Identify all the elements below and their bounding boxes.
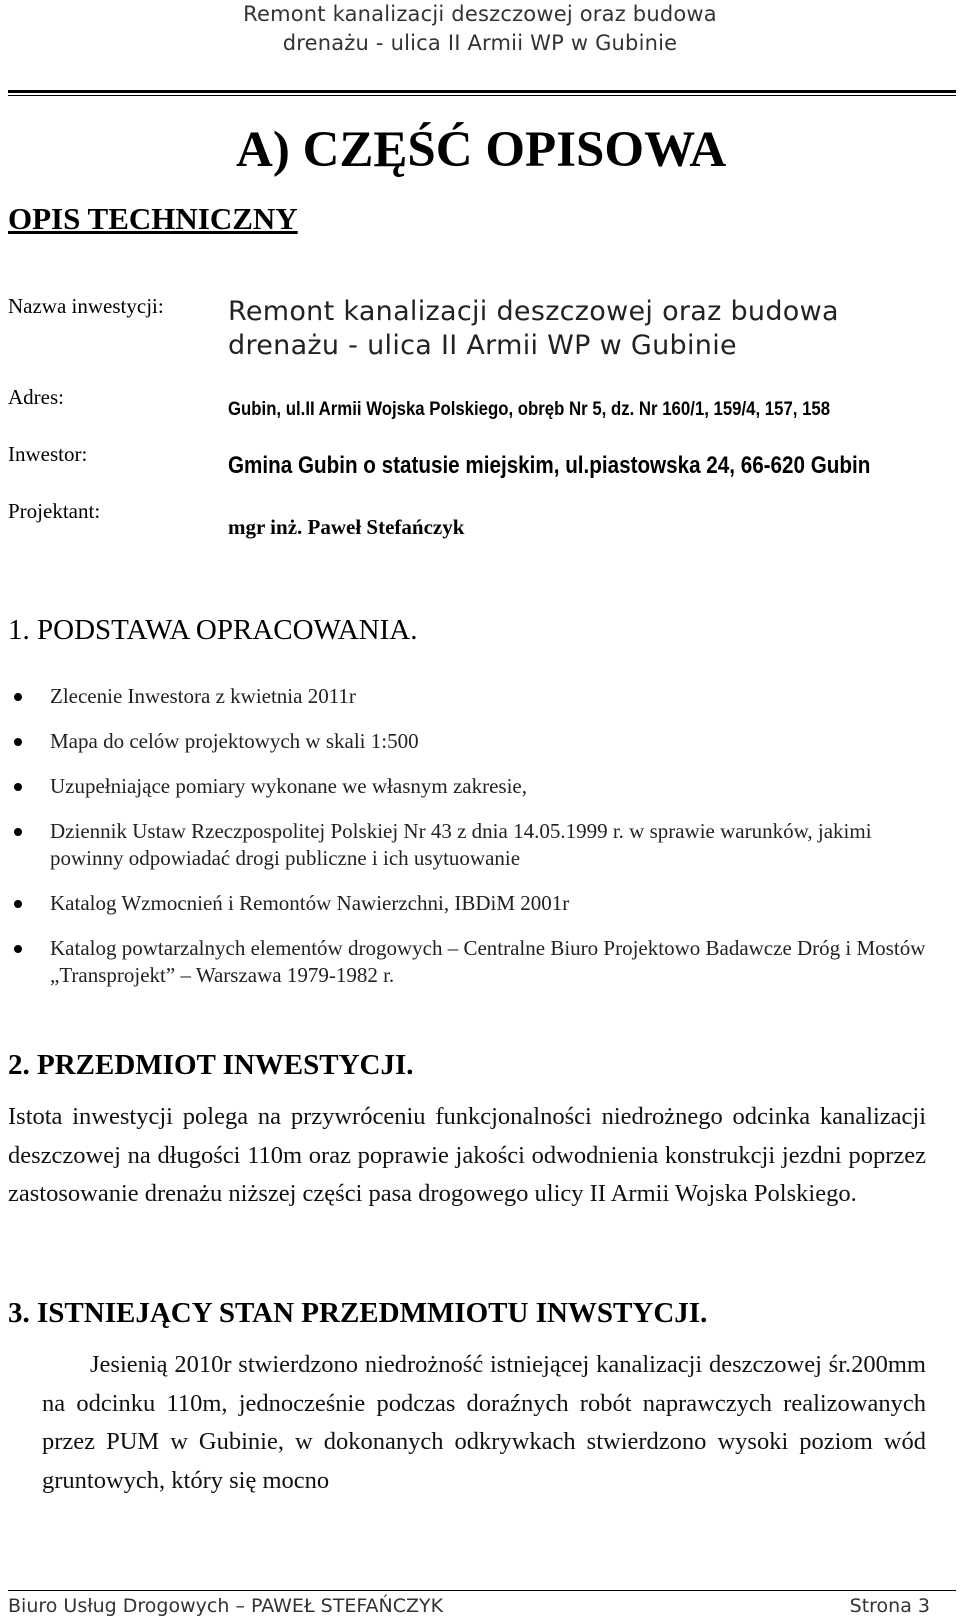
designer-label: Projektant: [8, 499, 101, 523]
section-2-title: 2. PRZEDMIOT INWESTYCJI. [8, 1049, 414, 1081]
section-3-text: Jesienią 2010r stwierdzono niedrożność istniejącej kanalizacji deszczowej śr.200mm na odcinku 110m, jednocześnie podczas doraźnych robót naprawczych realizowanych przez PUM w Gubinie, w dokonanych odkrywkach stwierdzono wysoki poziom wód gruntowych, który się mocno [42, 1351, 926, 1494]
investment-name-line-1: Remont kanalizacji deszczowej oraz budowa [228, 296, 839, 327]
investor-label: Inwestor: [8, 442, 88, 466]
designer-value [228, 513, 464, 541]
footer-rule [8, 1590, 956, 1591]
list-item: Mapa do celów projektowych w skali 1:500 [8, 728, 938, 755]
address-value: Gubin, ul.II Armii Wojska Polskiego, obręb Nr 5, dz. Nr 160/1, 159/4, 157, 158 [228, 398, 831, 420]
list-item: Zlecenie Inwestora z kwietnia 2011r [8, 683, 938, 710]
header-line-1: Remont kanalizacji deszczowej oraz budowa [243, 2, 717, 26]
investor-value: Gmina Gubin o statusie miejskim, ul.piastowska 24, 66-620 Gubin [228, 452, 871, 479]
list-item: Dziennik Ustaw Rzeczpospolitej Polskiej Nr 43 z dnia 14.05.1999 r. w sprawie warunków, jakimi powinny odpowiadać drogi publiczne i ich usytuowanie [8, 818, 938, 872]
list-item: Uzupełniające pomiary wykonane we własnym zakresie, [8, 773, 938, 800]
investment-label: Nazwa inwestycji: [8, 294, 164, 318]
list-item: Katalog powtarzalnych elementów drogowych – Centralne Biuro Projektowo Badawcze Dróg i Mostów „Transprojekt” – Warszawa 1979-1982 r. [8, 935, 938, 989]
address-label: Adres: [8, 385, 64, 409]
section-2-text: Istota inwestycji polega na przywróceniu funkcjonalności niedrożnego odcinka kanalizacji deszczowej na długości 110m oraz poprawie jakości odwodnienia konstrukcji jezdni poprzez zastosowanie drenażu niższej części pasa drogowego ulicy II Armii Wojska Polskiego. [8, 1103, 926, 1207]
list-item: Katalog Wzmocnień i Remontów Nawierzchni, IBDiM 2001r [8, 890, 938, 917]
designer-name: Paweł Stefańczyk [307, 515, 465, 539]
document-title: OPIS TECHNICZNY [8, 201, 298, 236]
section-3-title: 3. ISTNIEJĄCY STAN PRZEDMMIOTU INWSTYCJI. [8, 1297, 708, 1329]
source-list [8, 683, 938, 989]
header-rule [8, 90, 956, 93]
header-line-2: drenażu - ulica II Armii WP w Gubinie [282, 31, 678, 55]
page-header [0, 0, 960, 58]
part-title: A) CZĘŚĆ OPISOWA [236, 122, 727, 178]
designer-title: mgr inż. [228, 515, 303, 539]
footer-company: Biuro Usług Drogowych – PAWEŁ STEFAŃCZYK [8, 1595, 444, 1617]
page-footer [8, 1594, 948, 1618]
investment-name [228, 295, 839, 363]
header-rule-thin [8, 95, 956, 96]
section-1-title: 1. PODSTAWA OPRACOWANIA. [8, 614, 418, 646]
page-number: Strona 3 [849, 1595, 930, 1617]
investment-name-line-2: drenażu - ulica II Armii WP w Gubinie [228, 330, 737, 361]
